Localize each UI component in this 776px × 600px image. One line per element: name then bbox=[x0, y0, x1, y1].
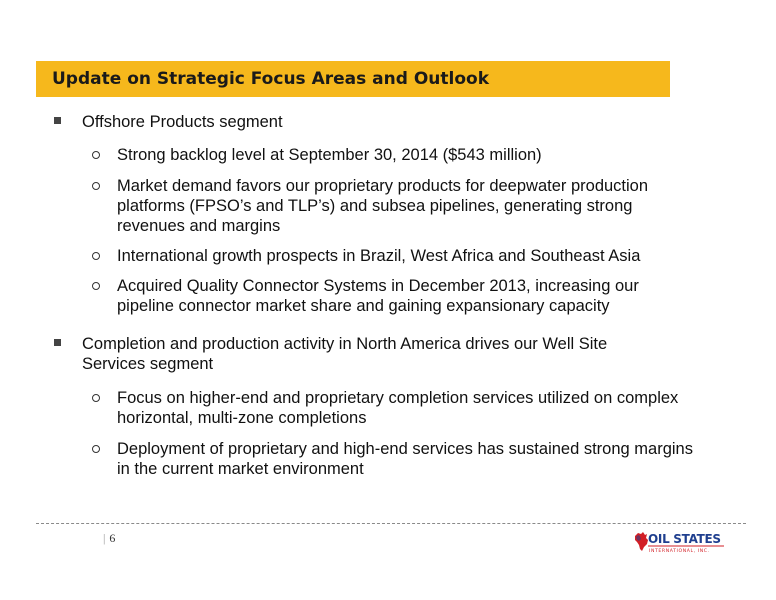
page-number-value: 6 bbox=[109, 531, 116, 545]
sub-bullet bbox=[117, 145, 697, 165]
circle-bullet-icon bbox=[92, 394, 100, 402]
page-number bbox=[103, 531, 115, 546]
footer-divider bbox=[36, 523, 746, 524]
logo-subtext: INTERNATIONAL, INC. bbox=[649, 549, 710, 554]
square-bullet-icon bbox=[54, 117, 61, 124]
page-separator: | bbox=[103, 531, 106, 545]
circle-bullet-icon bbox=[92, 151, 100, 159]
sub-bullet bbox=[117, 439, 697, 479]
sub-bullet bbox=[117, 246, 697, 266]
sub-bullet-text: Focus on higher-end and proprietary completion services utilized on complex horizontal, multi-zone completions bbox=[117, 389, 679, 427]
sub-bullet-text: Acquired Quality Connector Systems in December 2013, increasing our pipeline connector market share and gaining expansionary capacity bbox=[117, 277, 639, 315]
sub-bullet-text: Market demand favors our proprietary products for deepwater production platforms (FPSO’s and TLP’s) and subsea pipelines, generating strong revenues and margins bbox=[117, 177, 649, 235]
sub-bullet-text: Strong backlog level at September 30, 2014 ($543 million) bbox=[117, 146, 542, 164]
bullet-well-site-services bbox=[82, 334, 672, 374]
title-bar bbox=[36, 61, 670, 97]
sub-bullet bbox=[117, 388, 697, 428]
bullet-text: Completion and production activity in North America drives our Well Site Services segment bbox=[82, 335, 608, 373]
slide-title: Update on Strategic Focus Areas and Outlook bbox=[52, 69, 489, 89]
oil-states-logo bbox=[634, 529, 726, 555]
bullet-text: Offshore Products segment bbox=[82, 113, 283, 131]
square-bullet-icon bbox=[54, 339, 61, 346]
circle-bullet-icon bbox=[92, 252, 100, 260]
oil-states-logo-icon bbox=[634, 529, 726, 555]
sub-bullet-text: International growth prospects in Brazil, West Africa and Southeast Asia bbox=[117, 247, 641, 265]
circle-bullet-icon bbox=[92, 282, 100, 290]
circle-bullet-icon bbox=[92, 182, 100, 190]
sub-bullet-text: Deployment of proprietary and high-end services has sustained strong margins in the current market environment bbox=[117, 440, 693, 478]
sub-bullet bbox=[117, 176, 697, 236]
circle-bullet-icon bbox=[92, 445, 100, 453]
sub-bullet bbox=[117, 276, 697, 316]
logo-text: OIL STATES bbox=[648, 532, 721, 546]
bullet-offshore-products bbox=[82, 112, 672, 132]
